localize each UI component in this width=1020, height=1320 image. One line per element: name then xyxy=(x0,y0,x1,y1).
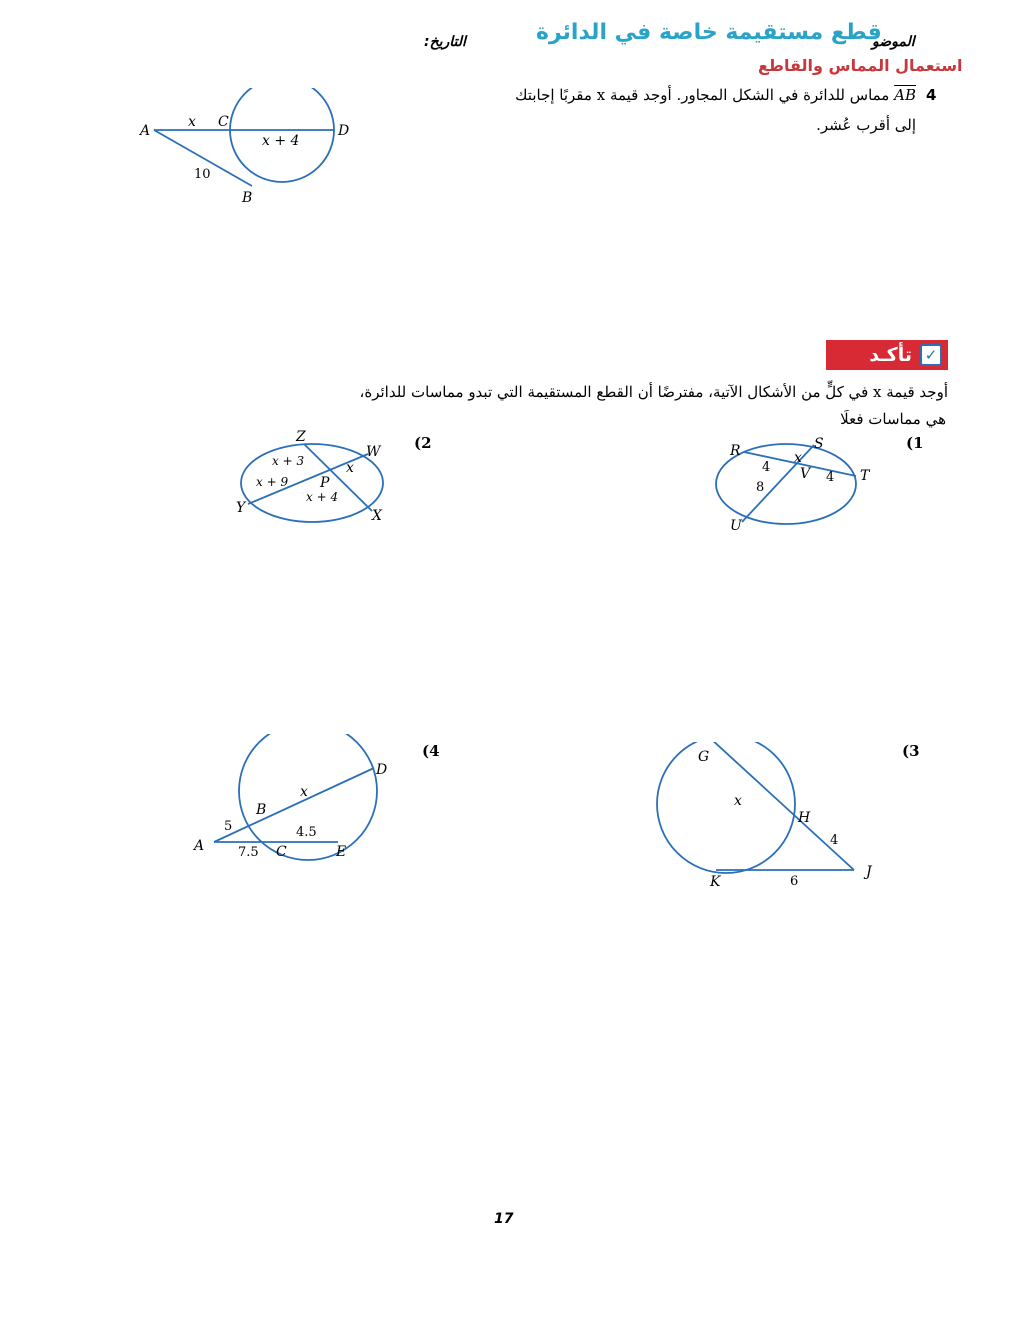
segment-label-x: x xyxy=(346,460,354,476)
segment-label-x-plus-4: x + 4 xyxy=(306,490,339,504)
exercise-number-4: (4 xyxy=(422,742,440,760)
page-title: قطع مستقيمة خاصة في الدائرة xyxy=(536,20,882,45)
segment-label-x-plus-9: x + 9 xyxy=(256,475,289,489)
page-number: 17 xyxy=(494,1211,514,1227)
point-label-y: Y xyxy=(236,500,246,516)
segment-label-10: 10 xyxy=(194,167,211,182)
segment-label-8: 8 xyxy=(756,480,765,495)
point-label-r: R xyxy=(730,443,741,459)
segment-label-4-5: 4.5 xyxy=(296,825,317,840)
point-label-d: D xyxy=(338,123,350,139)
point-label-z: Z xyxy=(296,429,306,445)
secant-ad xyxy=(214,768,374,842)
point-label-w: W xyxy=(366,444,381,460)
point-label-p: P xyxy=(320,475,330,491)
segment-label-x: x xyxy=(188,114,196,130)
point-label-v: V xyxy=(800,466,811,482)
segment-label-x: x xyxy=(300,784,308,800)
check-banner xyxy=(826,340,948,370)
point-label-g: G xyxy=(698,749,710,765)
question-number: 4 xyxy=(926,86,937,104)
point-label-k: K xyxy=(710,874,721,890)
instruction-line2: هي مماسات فعلًا xyxy=(840,410,946,428)
section-subtitle: استعمال المماس والقاطع xyxy=(758,56,963,75)
segment-label-5: 5 xyxy=(224,819,233,834)
question-text-line1: AB مماس للدائرة في الشكل المجاور. أوجد قيمة x مقربًا إجابتك xyxy=(515,86,916,104)
segment-label-4-vt: 4 xyxy=(826,470,835,485)
question-text-line2: إلى أقرب عُشر. xyxy=(816,116,916,134)
circle xyxy=(239,734,377,860)
instruction-line1: أوجد قيمة x في كلٍّ من الأشكال الآتية، مفترضًا أن القطع المستقيمة التي تبدو مماسات للدائرة، xyxy=(359,383,948,401)
secant-gj xyxy=(710,742,854,870)
exercise1-figure xyxy=(706,432,886,542)
exercise-number-1: (1 xyxy=(906,434,924,452)
date-label: التاريخ: xyxy=(424,34,466,50)
chord-su xyxy=(742,445,814,522)
point-label-b: B xyxy=(242,190,253,206)
exercise3-figure xyxy=(644,742,894,892)
segment-label: AB xyxy=(894,86,916,104)
segment-label-7-5: 7.5 xyxy=(238,845,259,860)
point-label-d: D xyxy=(376,762,388,778)
exercise-number-2: (2 xyxy=(414,434,432,452)
point-label-s: S xyxy=(814,436,824,452)
segment-label-4-rv: 4 xyxy=(762,460,771,475)
circle xyxy=(657,742,795,873)
question4-figure xyxy=(130,88,370,208)
point-label-c: C xyxy=(276,844,287,860)
point-label-e: E xyxy=(336,844,347,860)
segment-label-x: x xyxy=(794,450,802,466)
point-label-x: X xyxy=(372,508,382,524)
subject-label: الموضو xyxy=(872,34,915,50)
point-label-a: A xyxy=(140,123,151,139)
segment-label-4: 4 xyxy=(830,833,839,848)
exercise4-figure xyxy=(188,734,408,864)
point-label-h: H xyxy=(798,810,811,826)
checkbox-icon: ✓ xyxy=(920,344,942,366)
point-label-t: T xyxy=(860,468,870,484)
point-label-j: J xyxy=(866,864,872,880)
segment-label-x-plus-3: x + 3 xyxy=(272,454,305,468)
point-label-b: B xyxy=(256,802,267,818)
exercise2-figure xyxy=(226,428,406,528)
exercise-number-3: (3 xyxy=(902,742,920,760)
point-label-a: A xyxy=(194,838,205,854)
banner-label: تأكـد xyxy=(869,344,912,366)
segment-label-x: x xyxy=(734,793,742,809)
point-label-c: C xyxy=(218,114,229,130)
segment-label-6: 6 xyxy=(790,874,799,889)
point-label-u: U xyxy=(730,518,742,534)
segment-label-x-plus-4: x + 4 xyxy=(262,133,300,149)
